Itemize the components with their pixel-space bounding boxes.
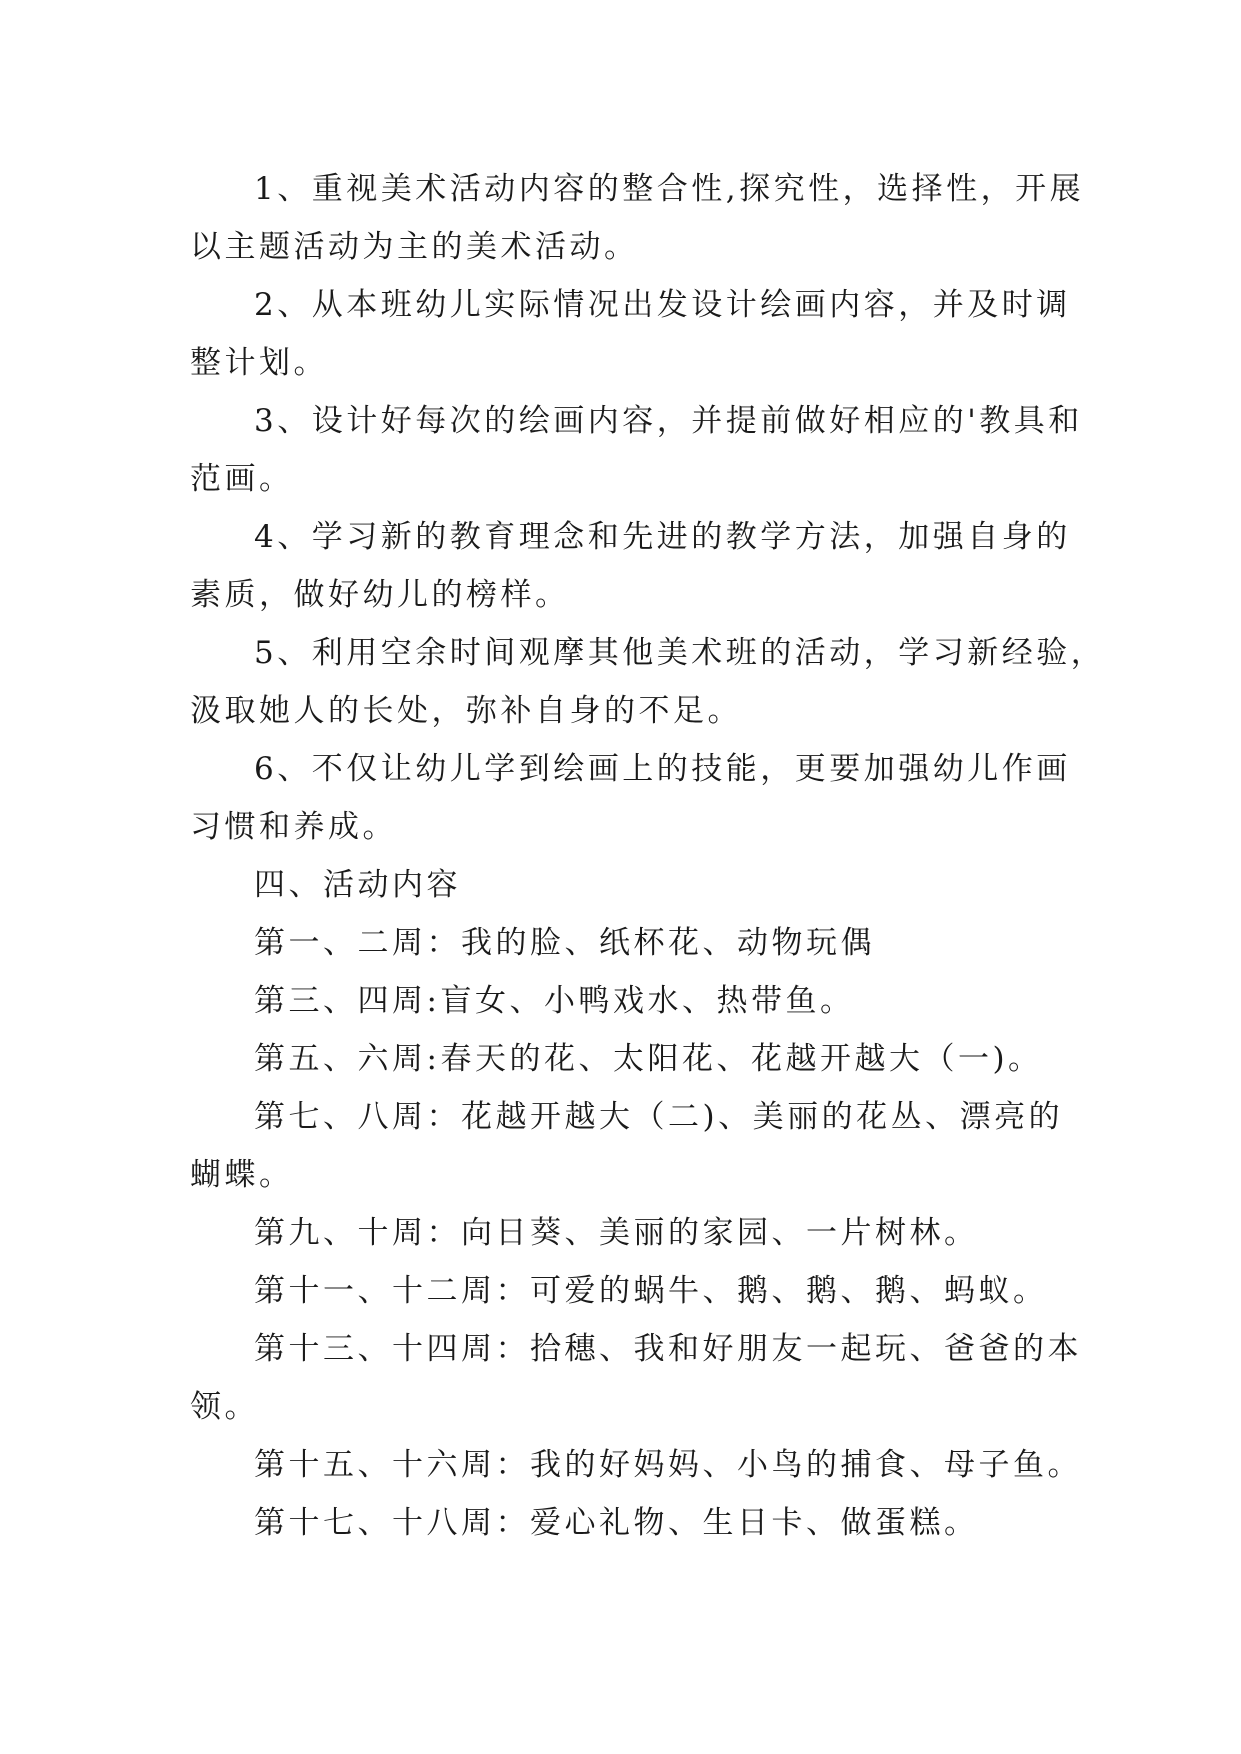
schedule-line: 第五、六周:春天的花、太阳花、花越开越大（一)。 (254, 1041, 1043, 1077)
schedule-line: 第十三、十四周：拾穗、我和好朋友一起玩、爸爸的本 (254, 1331, 1082, 1367)
schedule-line: 领。 (190, 1389, 259, 1425)
text-line: 2、从本班幼儿实际情况出发设计绘画内容，并及时调 (254, 287, 1071, 323)
document-body (190, 160, 1106, 1552)
text-line: 6、不仅让幼儿学到绘画上的技能，更要加强幼儿作画 (254, 751, 1071, 787)
schedule-line: 第十七、十八周：爱心礼物、生日卡、做蛋糕。 (254, 1505, 979, 1541)
text-line: 素质，做好幼儿的榜样。 (190, 577, 570, 613)
text-line: 3、设计好每次的绘画内容，并提前做好相应的'教具和 (254, 403, 1083, 439)
text-line: 以主题活动为主的美术活动。 (190, 229, 639, 265)
schedule-line: 第七、八周：花越开越大（二)、美丽的花丛、漂亮的 (254, 1099, 1064, 1135)
text-line: 整计划。 (190, 345, 328, 381)
schedule-line: 第十一、十二周：可爱的蜗牛、鹅、鹅、鹅、蚂蚁。 (254, 1273, 1048, 1309)
text-line: 汲取她人的长处，弥补自身的不足。 (190, 693, 742, 729)
schedule-line: 蝴蝶。 (190, 1157, 294, 1193)
schedule-line: 第三、四周:盲女、小鸭戏水、热带鱼。 (254, 983, 855, 1019)
text-line: 4、学习新的教育理念和先进的教学方法，加强自身的 (254, 519, 1071, 555)
text-line: 习惯和养成。 (190, 809, 397, 845)
section-heading: 四、活动内容 (254, 867, 461, 903)
text-line: 5、利用空余时间观摩其他美术班的活动，学习新经验， (254, 635, 1106, 671)
schedule-line: 第九、十周：向日葵、美丽的家园、一片树林。 (254, 1215, 979, 1251)
text-line: 1、重视美术活动内容的整合性,探究性，选择性，开展 (254, 171, 1085, 207)
schedule-line: 第十五、十六周：我的好妈妈、小鸟的捕食、母子鱼。 (254, 1447, 1082, 1483)
text-line: 范画。 (190, 461, 294, 497)
schedule-line: 第一、二周：我的脸、纸杯花、动物玩偶 (254, 925, 875, 961)
